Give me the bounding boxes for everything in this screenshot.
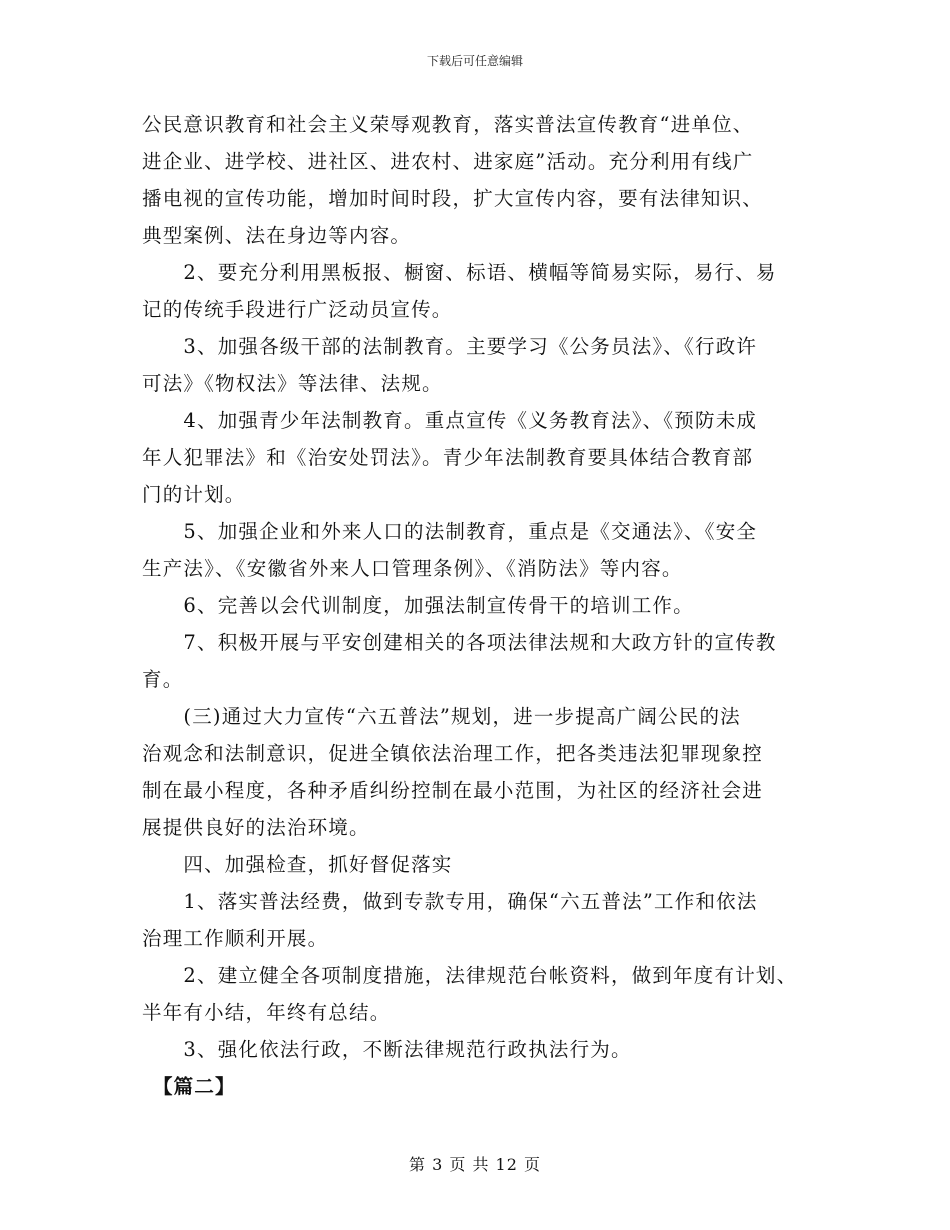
page-header-note: 下载后可任意编辑: [426, 54, 523, 68]
text-line: 治观念和法制意识，促进全镇依法治理工作，把各类违法犯罪现象控: [142, 742, 764, 765]
text-line: 制在最小程度，各种矛盾纠纷控制在最小范围，为社区的经济社会进: [142, 779, 764, 802]
text-line: (三)通过大力宣传“六五普法”规划，进一步提高广阔公民的法: [142, 705, 741, 728]
text-line: 2、建立健全各项制度措施，法律规范台帐资料，做到年度有计划、: [142, 964, 798, 987]
text-line: 3、强化依法行政，不断法律规范行政执法行为。: [142, 1038, 632, 1061]
text-line: 播电视的宣传功能，增加时间时段，扩大宣传内容，要有法律知识、: [142, 187, 764, 210]
text-line: 育。: [142, 668, 184, 691]
text-line: 1、落实普法经费，做到专款专用，确保“六五普法”工作和依法: [142, 890, 758, 913]
text-line: 6、完善以会代训制度，加强法制宣传骨干的培训工作。: [142, 594, 694, 617]
text-line: 展提供良好的法治环境。: [142, 816, 370, 839]
text-line: 公民意识教育和社会主义荣辱观教育，落实普法宣传教育“进单位、: [142, 113, 754, 136]
text-line: 半年有小结，年终有总结。: [142, 1001, 391, 1024]
text-line: 典型案例、法在身边等内容。: [142, 224, 412, 247]
text-line: 治理工作顺利开展。: [142, 927, 329, 950]
page-number: 第 3 页 共 12 页: [409, 1155, 541, 1174]
part-heading: 【篇二】: [142, 1075, 236, 1098]
text-line: 生产法》、《安徽省外来人口管理条例》、《消防法》等内容。: [142, 557, 683, 580]
text-line: 可法》《物权法》等法律、法规。: [142, 372, 443, 395]
text-line: 5、加强企业和外来人口的法制教育，重点是《交通法》、《安全: [142, 520, 758, 543]
text-line: 年人犯罪法》和《治安处罚法》。青少年法制教育要具体结合教育部: [142, 446, 754, 469]
text-line: 4、加强青少年法制教育。重点宣传《义务教育法》、《预防未成: [142, 409, 758, 432]
text-line: 记的传统手段进行广泛动员宣传。: [142, 298, 453, 321]
text-line: 3、加强各级干部的法制教育。主要学习《公务员法》、《行政许: [142, 335, 758, 358]
text-line: 2、要充分利用黑板报、橱窗、标语、横幅等简易实际，易行、易: [142, 261, 777, 284]
text-line: 进企业、进学校、进社区、进农村、进家庭”活动。充分利用有线广: [142, 150, 754, 173]
text-line: 门的计划。: [142, 483, 246, 506]
text-line: 7、积极开展与平安创建相关的各项法律法规和大政方针的宣传教: [142, 631, 777, 654]
section-heading: 四、加强检查，抓好督促落实: [142, 853, 453, 876]
